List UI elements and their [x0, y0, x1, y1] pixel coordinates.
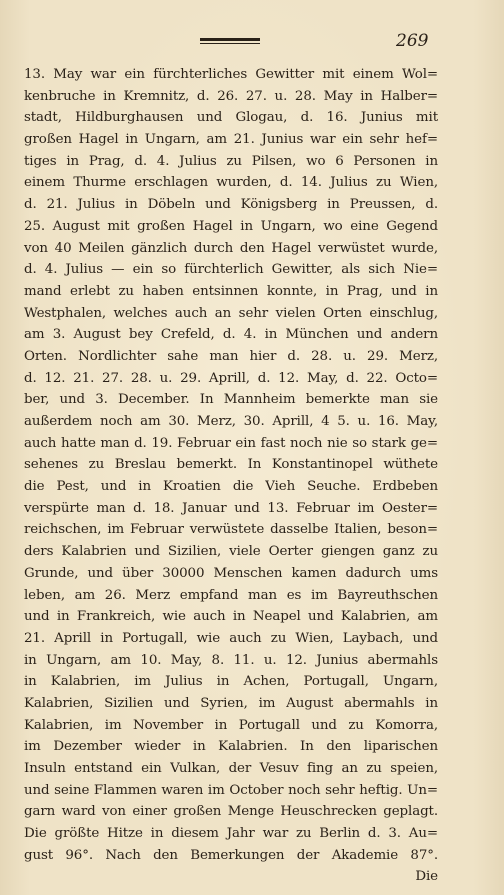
text-line: sehenes zu Breslau bemerkt. In Konstantinopel wüthete: [24, 457, 438, 473]
text-line: Grunde, und über 30000 Menschen kamen dadurch ums: [24, 565, 438, 581]
text-line: gust 96°. Nach den Bemerkungen der Akademie 87°.: [24, 847, 438, 863]
text-line: 21. Aprill in Portugall, wie auch zu Wien, Laybach, und: [24, 630, 438, 646]
text-line: ber, und 3. December. In Mannheim bemerkte man sie: [24, 392, 438, 408]
text-line: d. 21. Julius in Döbeln und Königsberg in Preussen, d.: [24, 197, 438, 213]
header-rule-ornament: [200, 38, 260, 44]
text-line: garn ward von einer großen Menge Heuschrecken geplagt.: [24, 804, 438, 820]
page-number: 269: [396, 31, 429, 51]
text-line: verspürte man d. 18. Januar und 13. Februar im Oester=: [24, 500, 438, 516]
text-line: d. 4. Julius — ein so fürchterlich Gewitter, als sich Nie=: [24, 262, 438, 278]
page-header: [0, 30, 504, 54]
text-line: d. 12. 21. 27. 28. u. 29. Aprill, d. 12. May, d. 22. Octo=: [24, 370, 438, 386]
text-line: Kalabrien, im November in Portugall und zu Komorra,: [24, 717, 438, 733]
text-line: mand erlebt zu haben entsinnen konnte, in Prag, und in: [24, 283, 438, 299]
catchword: Die: [415, 869, 438, 885]
text-line: ders Kalabrien und Sizilien, viele Oerter giengen ganz zu: [24, 544, 438, 560]
text-line: leben, am 26. Merz empfand man es im Bayreuthschen: [24, 587, 438, 603]
text-line: am 3. August bey Crefeld, d. 4. in München und andern: [24, 327, 438, 343]
text-line: von 40 Meilen gänzlich durch den Hagel verwüstet wurde,: [24, 240, 438, 256]
text-line: in Ungarn, am 10. May, 8. 11. u. 12. Junius abermahls: [24, 652, 438, 668]
text-line: 25. August mit großen Hagel in Ungarn, wo eine Gegend: [24, 218, 438, 234]
text-line: 13. May war ein fürchterliches Gewitter mit einem Wol=: [24, 67, 438, 82]
text-line: Westphalen, welches auch an sehr vielen Orten einschlug,: [24, 305, 438, 321]
text-line: Die größte Hitze in diesem Jahr war zu Berlin d. 3. Au=: [24, 826, 438, 842]
text-line: kenbruche in Kremnitz, d. 26. 27. u. 28. May in Halber=: [24, 88, 438, 104]
body-text: [24, 64, 438, 888]
text-line: Orten. Nordlichter sahe man hier d. 28. u. 29. Merz,: [24, 348, 438, 364]
text-line: und seine Flammen waren im October noch sehr heftig. Un=: [24, 782, 438, 798]
text-line: tiges in Prag, d. 4. Julius zu Pilsen, wo 6 Personen in: [24, 153, 438, 169]
header-rule-thick: [200, 38, 260, 41]
text-line: Insuln entstand ein Vulkan, der Vesuv fing an zu speien,: [24, 761, 438, 776]
header-rule-thin: [200, 43, 260, 44]
text-line: auch hatte man d. 19. Februar ein fast noch nie so stark ge=: [24, 435, 438, 451]
text-line: in Kalabrien, im Julius in Achen, Portugall, Ungarn,: [24, 674, 438, 690]
text-line: im Dezember wieder in Kalabrien. In den liparischen: [24, 739, 438, 755]
text-line: einem Thurme erschlagen wurden, d. 14. Julius zu Wien,: [24, 175, 438, 191]
text-line: und in Frankreich, wie auch in Neapel und Kalabrien, am: [24, 609, 438, 625]
text-line: Kalabrien, Sizilien und Syrien, im August abermahls in: [24, 695, 438, 711]
text-line: großen Hagel in Ungarn, am 21. Junius war ein sehr hef=: [24, 132, 438, 148]
text-line: reichschen, im Februar verwüstete dasselbe Italien, beson=: [24, 522, 438, 538]
text-line: stadt, Hildburghausen und Glogau, d. 16. Junius mit: [24, 110, 438, 126]
text-line: die Pest, und in Kroatien die Vieh Seuche. Erdbeben: [24, 479, 438, 495]
text-line: außerdem noch am 30. Merz, 30. Aprill, 4 5. u. 16. May,: [24, 414, 438, 429]
